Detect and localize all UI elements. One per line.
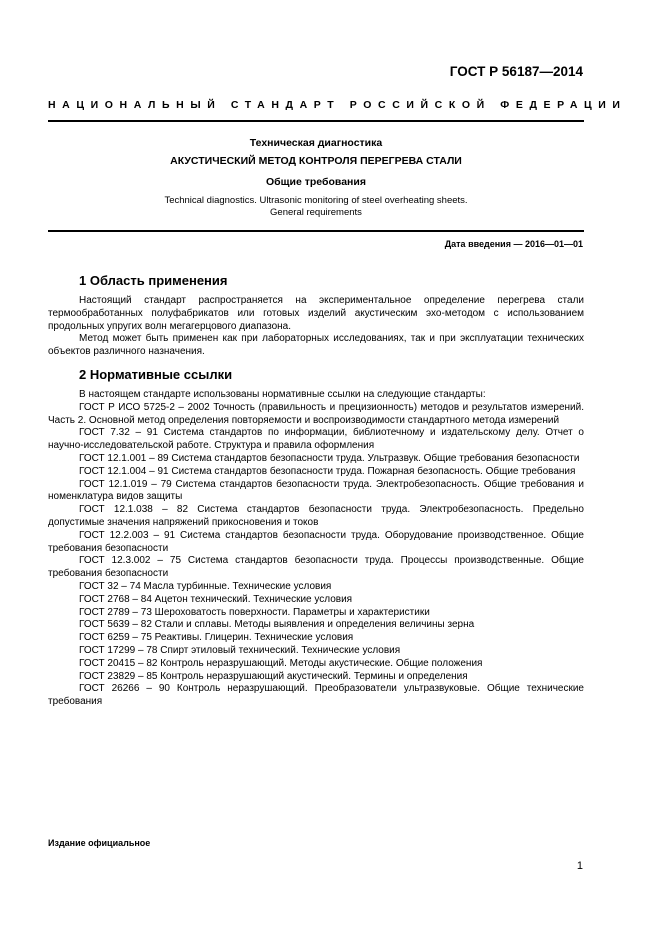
title-line-1: Техническая диагностика [249, 137, 383, 149]
page-number: 1 [576, 860, 583, 872]
paragraph: ГОСТ 12.3.002 – 75 Система стандартов безопасности труда. Процессы производственные. Общие требования безопасности [48, 555, 584, 580]
section-1-body [48, 295, 584, 359]
paragraph: ГОСТ 20415 – 82 Контроль неразрушающий. Методы акустические. Общие положения [79, 657, 483, 669]
introduction-date: Дата введения — 2016—01—01 [444, 239, 583, 249]
paragraph: ГОСТ 2789 – 73 Шероховатость поверхности. Параметры и характеристики [79, 606, 430, 618]
section-2-body [48, 389, 584, 709]
paragraph: ГОСТ 2768 – 84 Ацетон технический. Технические условия [79, 593, 353, 605]
paragraph: ГОСТ 12.1.019 – 79 Система стандартов безопасности труда. Электробезопасность. Общие требования и номенклатура видов защиты [48, 478, 584, 503]
english-title-line-1: Technical diagnostics. Ultrasonic monitoring of steel overheating sheets. [164, 195, 468, 206]
title-main: АКУСТИЧЕСКИЙ МЕТОД КОНТРОЛЯ ПЕРЕГРЕВА СТАЛИ [170, 155, 462, 167]
paragraph: Метод может быть применен как при лабораторных исследованиях, так и при эксплуатации технических объектов различного назначения. [48, 333, 584, 358]
national-standard-banner: НАЦИОНАЛЬНЫЙ СТАНДАРТ РОССИЙСКОЙ ФЕДЕРАЦИИ [48, 99, 627, 111]
section-2-heading: 2 Нормативные ссылки [79, 367, 233, 382]
top-rule [48, 120, 584, 122]
paragraph: В настоящем стандарте использованы нормативные ссылки на следующие стандарты: [79, 389, 486, 400]
paragraph: ГОСТ 12.1.004 – 91 Система стандартов безопасности труда. Пожарная безопасность. Общие требования [79, 465, 576, 477]
paragraph: Настоящий стандарт распространяется на экспериментальное определение перегрева стали термообработанных полуфабрикатов или готовых изделий акустическим эхо-методом с использованием продольных упругих волн мегагерцового диапазона. [48, 295, 584, 332]
document-code: ГОСТ Р 56187—2014 [449, 64, 583, 79]
official-edition-note: Издание официальное [48, 838, 151, 848]
paragraph: ГОСТ 12.1.038 – 82 Система стандартов безопасности труда. Электробезопасность. Предельно допустимые значения напряжений прикосновения и токов [48, 504, 584, 528]
title-rule [48, 230, 584, 232]
paragraph: ГОСТ 26266 – 90 Контроль неразрушающий. Преобразователи ультразвуковые. Общие технические требования [48, 683, 584, 708]
english-title [48, 195, 584, 219]
paragraph: ГОСТ 5639 – 82 Стали и сплавы. Методы выявления и определения величины зерна [79, 619, 475, 631]
english-title-line-2: General requirements [270, 207, 362, 218]
section-1-heading: 1 Область применения [79, 273, 228, 288]
paragraph: ГОСТ 12.2.003 – 91 Система стандартов безопасности труда. Оборудование производственное. Общие требования безопасности [48, 529, 584, 554]
paragraph: ГОСТ 6259 – 75 Реактивы. Глицерин. Технические условия [79, 632, 354, 644]
paragraph: ГОСТ 7.32 – 91 Система стандартов по информации, библиотечному и издательскому делу. Отчет о научно-исследовательской работе. Структура и правила оформления [48, 427, 584, 452]
paragraph: ГОСТ 23829 – 85 Контроль неразрушающий акустический. Термины и определения [79, 670, 468, 682]
paragraph: ГОСТ 17299 – 78 Спирт этиловый технический. Технические условия [79, 644, 401, 656]
paragraph: ГОСТ 12.1.001 – 89 Система стандартов безопасности труда. Ультразвук. Общие требования безопасности [79, 452, 580, 464]
title-subtitle: Общие требования [266, 176, 366, 188]
paragraph: ГОСТ Р ИСО 5725-2 – 2002 Точность (правильность и прецизионность) методов и результатов измерений. Часть 2. Основной метод определения повторяемости и воспроизводимости стандартного метода измерений [48, 401, 584, 426]
paragraph: ГОСТ 32 – 74 Масла турбинные. Технические условия [79, 580, 332, 592]
